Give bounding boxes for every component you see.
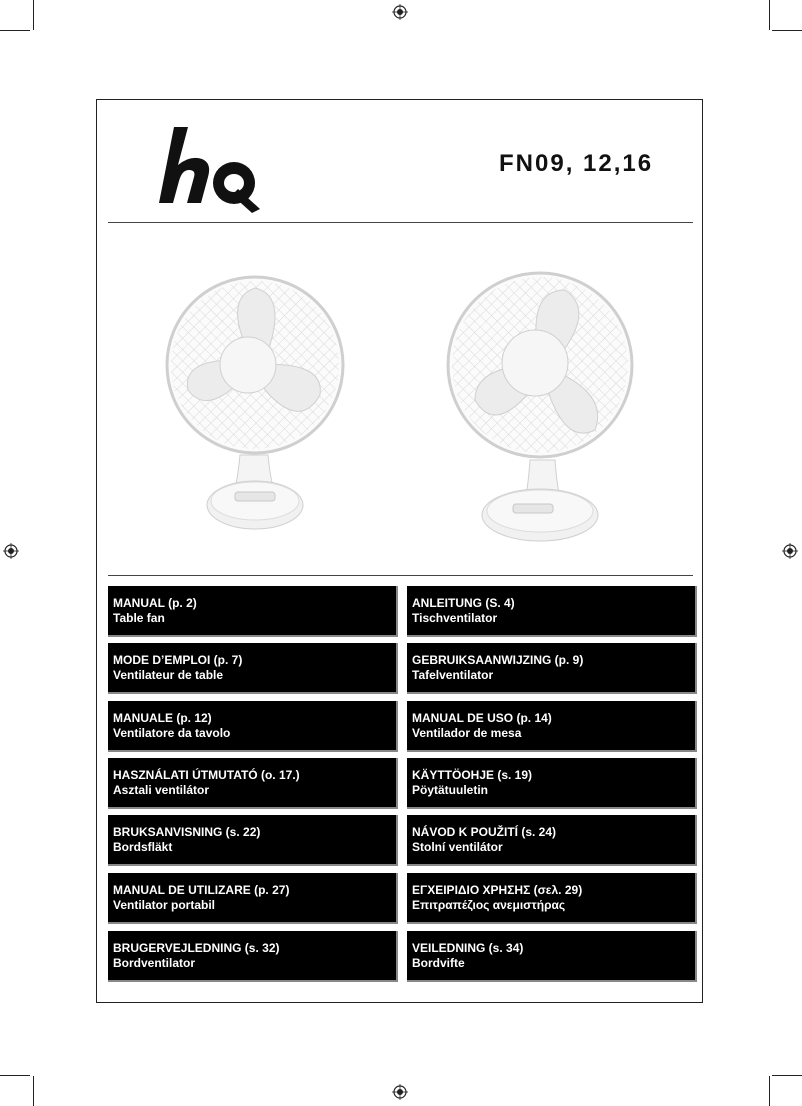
manual-entry-greek — [407, 873, 697, 924]
registration-mark-icon — [392, 4, 408, 20]
crop-mark — [772, 1075, 802, 1076]
manual-entry-norwegian — [407, 931, 697, 982]
manual-subtitle: Επιτραπέζιος ανεμιστήρας — [412, 898, 566, 912]
manual-subtitle: Ventilador de mesa — [412, 726, 522, 740]
manual-subtitle: Table fan — [113, 611, 165, 625]
manual-entry-romanian — [108, 873, 398, 924]
hq-logo — [156, 125, 266, 215]
manual-subtitle: Ventilator portabil — [113, 898, 216, 912]
manual-title: MANUAL (p. 2) — [113, 596, 197, 610]
manual-subtitle: Bordsfläkt — [113, 840, 173, 854]
registration-mark-icon — [392, 1084, 408, 1100]
manual-entry-hungarian — [108, 758, 398, 809]
manual-subtitle: Stolní ventilátor — [412, 840, 503, 854]
manual-title: BRUKSANVISNING (s. 22) — [113, 825, 261, 839]
manual-title: MODE D’EMPLOI (p. 7) — [113, 653, 243, 667]
manual-title: GEBRUIKSAANWIJZING (p. 9) — [412, 653, 584, 667]
manual-title: KÄYTTÖOHJE (s. 19) — [412, 768, 533, 782]
manual-entry-english — [108, 586, 398, 637]
crop-mark — [0, 30, 30, 31]
crop-mark — [33, 0, 34, 30]
page-frame — [96, 99, 703, 1003]
manual-entry-swedish — [108, 815, 398, 866]
manual-entry-french — [108, 643, 398, 694]
divider — [108, 222, 693, 223]
registration-mark-icon — [3, 543, 19, 559]
divider — [108, 575, 693, 576]
table-fan-illustration-right — [435, 270, 635, 550]
manual-title: MANUAL DE USO (p. 14) — [412, 711, 552, 725]
manual-subtitle: Ventilateur de table — [113, 668, 224, 682]
crop-mark — [772, 30, 802, 31]
manual-entry-italian — [108, 701, 398, 752]
crop-mark — [0, 1075, 30, 1076]
manual-subtitle: Pöytätuuletin — [412, 783, 489, 797]
manual-entry-danish — [108, 931, 398, 982]
manual-title: ANLEITUNG (S. 4) — [412, 596, 515, 610]
manual-title: HASZNÁLATI ÚTMUTATÓ (o. 17.) — [113, 768, 300, 782]
manual-entry-finnish — [407, 758, 697, 809]
crop-mark — [769, 1076, 770, 1106]
manual-title: BRUGERVEJLEDNING (s. 32) — [113, 941, 280, 955]
manual-subtitle: Tischventilator — [412, 611, 498, 625]
manual-subtitle: Bordvifte — [412, 956, 465, 970]
manual-subtitle: Ventilatore da tavolo — [113, 726, 231, 740]
table-fan-illustration-left — [160, 270, 350, 540]
manual-entry-czech — [407, 815, 697, 866]
manual-subtitle: Asztali ventilátor — [113, 783, 210, 797]
manual-subtitle: Tafelventilator — [412, 668, 494, 682]
manual-title: VEILEDNING (s. 34) — [412, 941, 524, 955]
manual-title: MANUAL DE UTILIZARE (p. 27) — [113, 883, 290, 897]
manual-title: MANUALE (p. 12) — [113, 711, 212, 725]
crop-mark — [769, 0, 770, 30]
model-numbers: FN09, 12,16 — [499, 150, 654, 177]
manual-entry-german — [407, 586, 697, 637]
manual-entry-spanish — [407, 701, 697, 752]
manual-title: NÁVOD K POUŽITÍ (s. 24) — [412, 825, 557, 839]
crop-mark — [33, 1076, 34, 1106]
manual-subtitle: Bordventilator — [113, 956, 196, 970]
manual-entry-dutch — [407, 643, 697, 694]
registration-mark-icon — [782, 543, 798, 559]
manual-title: ΕΓΧΕΙΡΙΔΙΟ ΧΡΗΣΗΣ (σελ. 29) — [412, 883, 583, 897]
